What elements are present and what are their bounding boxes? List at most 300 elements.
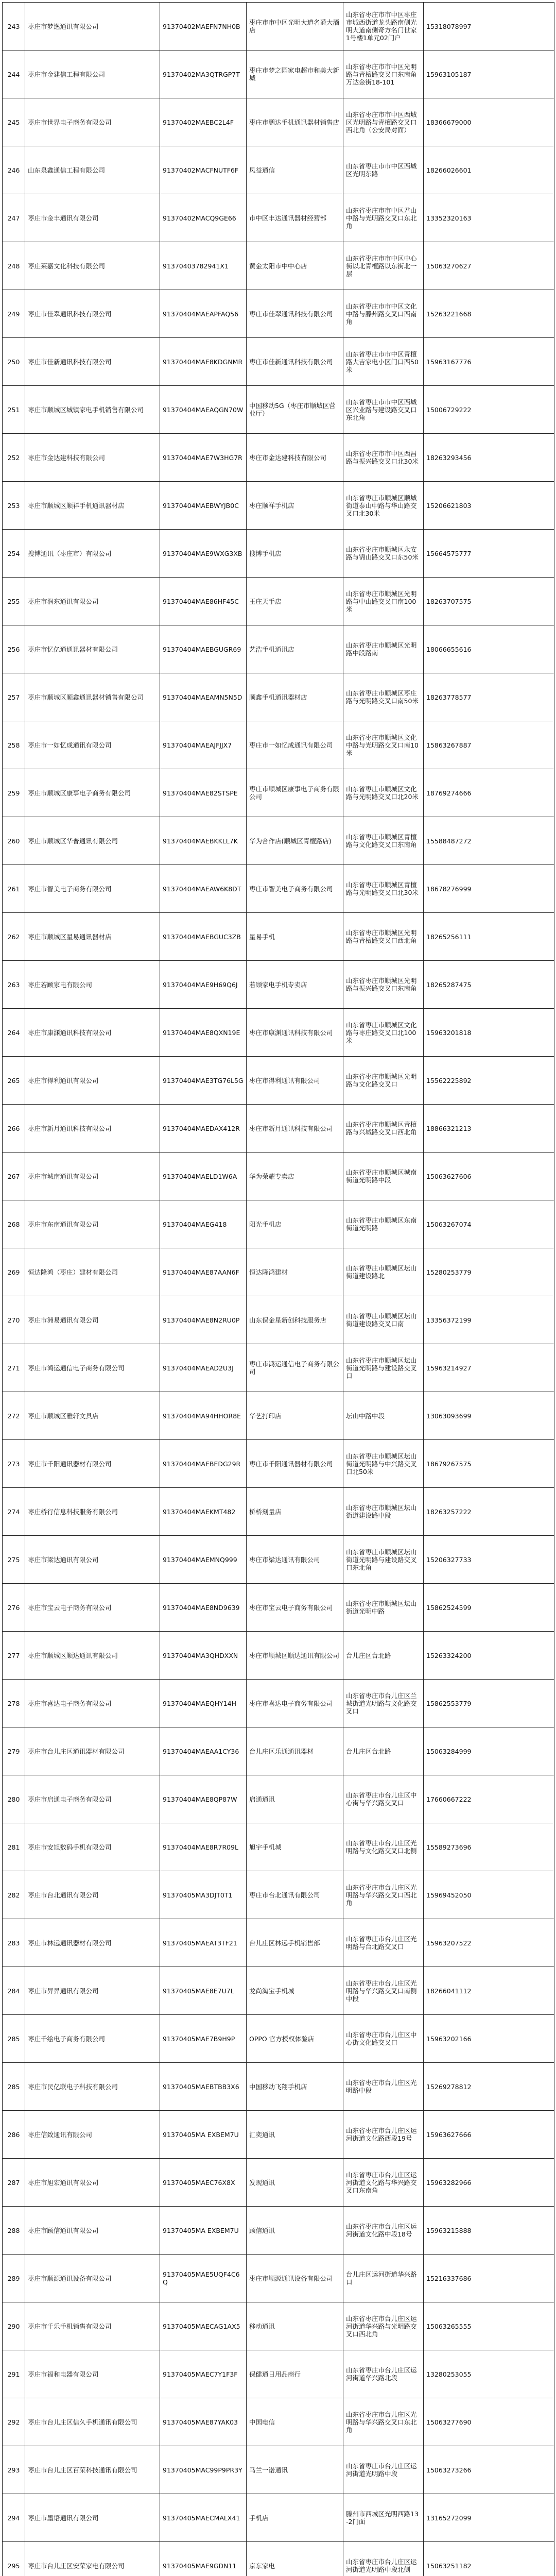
credit-code: 91370404MAEAW6K8DT — [160, 865, 247, 913]
store-address: 山东省枣庄市顺城区光明路与振兴路交叉口东南角 — [343, 961, 424, 1009]
store-address: 山东省枣庄市台儿庄区运河街道文化路中段18号 — [343, 2207, 424, 2255]
row-number: 291 — [3, 2350, 25, 2398]
store-address: 山东省枣庄市台儿庄区运河街道华兴路北段 — [343, 2350, 424, 2398]
phone-number: 18678276999 — [424, 865, 554, 913]
phone-number: 18679267575 — [424, 1440, 554, 1488]
phone-number: 18265256111 — [424, 913, 554, 961]
row-number: 271 — [3, 1344, 25, 1392]
phone-number: 18263707575 — [424, 578, 554, 625]
row-number: 252 — [3, 434, 25, 482]
credit-code: 91370402MACFNUTF6F — [160, 146, 247, 194]
company-name: 恒达隆鸿（枣庄）建材有限公司 — [25, 1248, 160, 1296]
table-row — [3, 2255, 554, 2302]
company-name: 搜博通讯（枣庄市）有限公司 — [25, 530, 160, 578]
phone-number: 18266041112 — [424, 1967, 554, 2015]
row-number: 292 — [3, 2398, 25, 2446]
table-row — [3, 865, 554, 913]
row-number: 258 — [3, 721, 25, 769]
store-address: 山东省枣庄市台儿庄区中心街与华兴路交叉口 — [343, 1775, 424, 1823]
row-number: 277 — [3, 1632, 25, 1680]
store-name: 若顾家电手机专卖店 — [247, 961, 343, 1009]
table-row — [3, 961, 554, 1009]
phone-number: 18263293456 — [424, 434, 554, 482]
store-name: 枣庄市一如忆成通讯有限公司 — [247, 721, 343, 769]
credit-code: 91370402MACQ9GE66 — [160, 194, 247, 242]
store-address: 山东省枣庄市台儿庄区运河街道文化路与华兴路交叉口东南角 — [343, 2159, 424, 2207]
store-name: 华为荣耀专卖店 — [247, 1153, 343, 1200]
store-name: 枣庄市佳新通讯科技有限公司 — [247, 338, 343, 386]
store-name: 台儿庄区林远手机销售部 — [247, 1919, 343, 1967]
credit-code: 91370404MAEAQGN70W — [160, 386, 247, 434]
store-address: 山东省枣庄市顺城区青檀路与文化路交叉口东南角 — [343, 817, 424, 865]
phone-number: 15862553779 — [424, 1680, 554, 1727]
store-name: 市中区丰达通讯器材经营部 — [247, 194, 343, 242]
store-address: 山东省枣庄市市中区光明路与青檀路交叉口东南角万达金街18-101 — [343, 50, 424, 98]
row-number: 272 — [3, 1392, 25, 1440]
store-address: 山东省枣庄市顺城区枣庄路与光明路交叉口南50米 — [343, 673, 424, 721]
credit-code: 91370404MAEAD2U3J — [160, 1344, 247, 1392]
row-number: 270 — [3, 1296, 25, 1344]
company-name: 枣庄市金丰通讯有限公司 — [25, 194, 160, 242]
row-number: 253 — [3, 482, 25, 530]
store-name: 枣庄市金达建科技有限公司 — [247, 434, 343, 482]
row-number: 290 — [3, 2302, 25, 2350]
table-row — [3, 1775, 554, 1823]
phone-number: 15664575777 — [424, 530, 554, 578]
store-name: 山东保金星新创科技服务店 — [247, 1296, 343, 1344]
row-number: 263 — [3, 961, 25, 1009]
row-number: 260 — [3, 817, 25, 865]
table-row — [3, 1057, 554, 1105]
row-number: 254 — [3, 530, 25, 578]
row-number: 267 — [3, 1153, 25, 1200]
phone-number: 17660667222 — [424, 1775, 554, 1823]
credit-code: 91370405MAEC76X8X — [160, 2159, 247, 2207]
company-name: 枣庄市得利通讯有限公司 — [25, 1057, 160, 1105]
company-name: 枣庄市安旭数码手机有限公司 — [25, 1823, 160, 1871]
table-row — [3, 2446, 554, 2494]
store-name: 枣庄市喜达电子商务有限公司 — [247, 1680, 343, 1727]
phone-number: 18266026601 — [424, 146, 554, 194]
credit-code: 91370404MAE87AAN6F — [160, 1248, 247, 1296]
credit-code: 91370405MAEBTBB3X6 — [160, 2063, 247, 2111]
company-name: 枣庄若顾家电有限公司 — [25, 961, 160, 1009]
store-address: 山东省枣庄市顺城区坛山街道光明路与建设路交叉口 — [343, 1344, 424, 1392]
row-number: 268 — [3, 1200, 25, 1248]
phone-number: 15963627666 — [424, 2111, 554, 2159]
store-name: 枣庄市新月通讯科技有限公司 — [247, 1105, 343, 1153]
company-name: 枣庄市旭宏通讯有限公司 — [25, 2159, 160, 2207]
credit-code: 91370404MAE8QXN19E — [160, 1009, 247, 1057]
credit-code: 91370404MAE7W3HG7R — [160, 434, 247, 482]
phone-number: 15963282966 — [424, 2159, 554, 2207]
table-row — [3, 290, 554, 338]
credit-code: 91370402MAEFN7NH0B — [160, 3, 247, 50]
company-name: 枣庄市林远通讯器材有限公司 — [25, 1919, 160, 1967]
credit-code: 91370402MA3QTRGP7T — [160, 50, 247, 98]
store-address: 山东省枣庄市台儿庄区运河街道华兴路与光明路交叉口西北角 — [343, 2302, 424, 2350]
credit-code: 91370404MAE8R7R09L — [160, 1823, 247, 1871]
store-address: 山东省枣庄市台儿庄区运河街道光明路中段北侧 — [343, 2542, 424, 2576]
credit-code: 91370404MAEQHY14H — [160, 1680, 247, 1727]
phone-number: 15863267887 — [424, 721, 554, 769]
table-row — [3, 1488, 554, 1536]
store-address: 山东省枣庄市顺城区永安路与锦山路交叉口东50米 — [343, 530, 424, 578]
table-row — [3, 625, 554, 673]
credit-code: 91370402MAEBC2L4F — [160, 98, 247, 146]
row-number: 286 — [3, 2111, 25, 2159]
row-number: 250 — [3, 338, 25, 386]
row-number: 255 — [3, 578, 25, 625]
table-row — [3, 2398, 554, 2446]
company-name: 枣庄市佳翠通讯科技有限公司 — [25, 290, 160, 338]
store-name: 枣庄市宝云电子商务有限公司 — [247, 1584, 343, 1632]
company-name: 枣庄市智美电子商务有限公司 — [25, 865, 160, 913]
row-number: 251 — [3, 386, 25, 434]
store-address: 山东省枣庄市顺城区青檀路与兴城路交叉口西北角 — [343, 1105, 424, 1153]
store-address: 山东省枣庄市市中区西昌路与振兴路交叉口北30米 — [343, 434, 424, 482]
row-number: 264 — [3, 1009, 25, 1057]
phone-number: 15206621803 — [424, 482, 554, 530]
store-address: 山东省枣庄市市中区西城区光明东路 — [343, 146, 424, 194]
company-name: 枣庄市民亿联电子科技有限公司 — [25, 2063, 160, 2111]
company-name: 枣庄市世界电子商务有限公司 — [25, 98, 160, 146]
credit-code: 91370404MAE9WXG3XB — [160, 530, 247, 578]
table-row — [3, 386, 554, 434]
row-number: 274 — [3, 1488, 25, 1536]
store-address: 山东省枣庄市顺城区坛山街道建设路北 — [343, 1248, 424, 1296]
store-name: 手机店 — [247, 2494, 343, 2542]
phone-number: 15963207522 — [424, 1919, 554, 1967]
store-address: 山东省枣庄市台儿庄区光明路中段 — [343, 2063, 424, 2111]
company-name: 枣庄市顺城区顺祥手机通讯器材店 — [25, 482, 160, 530]
store-name: 枣庄市千阳通讯器材有限公司 — [247, 1440, 343, 1488]
store-name: 旭宇手机城 — [247, 1823, 343, 1871]
store-name: 顾信通讯 — [247, 2207, 343, 2255]
table-row — [3, 1440, 554, 1488]
row-number: 276 — [3, 1584, 25, 1632]
credit-code: 91370404MAE8N2RU0P — [160, 1296, 247, 1344]
store-address: 山东省枣庄市顺城区光明路与文化路交叉口 — [343, 1057, 424, 1105]
store-name: 枣庄市鹏达手机通讯器材销售店 — [247, 98, 343, 146]
table-row — [3, 482, 554, 530]
credit-code: 91370404MAEAA1CY36 — [160, 1727, 247, 1775]
store-address: 滕州市西城区光明西路13-2门面 — [343, 2494, 424, 2542]
credit-code: 91370404MAEAMN5N5D — [160, 673, 247, 721]
phone-number: 15963201818 — [424, 1009, 554, 1057]
phone-number: 15963214927 — [424, 1344, 554, 1392]
company-name: 枣庄市顺城区雅轩文具店 — [25, 1392, 160, 1440]
credit-code: 91370405MAECAG1AX5 — [160, 2302, 247, 2350]
phone-number: 15216337686 — [424, 2255, 554, 2302]
store-name: 台儿庄区乐通通讯器材 — [247, 1727, 343, 1775]
store-name: 保健通日用品商行 — [247, 2350, 343, 2398]
phone-number: 15269278812 — [424, 2063, 554, 2111]
company-name: 枣庄市金建信工程有限公司 — [25, 50, 160, 98]
store-address: 山东省枣庄市顺城区坛山街道建设路交叉口南 — [343, 1296, 424, 1344]
phone-number: 15589273696 — [424, 1823, 554, 1871]
store-name: 枣庄市智美电子商务有限公司 — [247, 865, 343, 913]
company-name: 枣庄市喜达电子商务有限公司 — [25, 1680, 160, 1727]
row-number: 285 — [3, 2063, 25, 2111]
store-name: 枣庄市市中区光明大道名爵大酒店 — [247, 3, 343, 50]
store-address: 山东省枣庄市台儿庄区运河街道文化路西段19号 — [343, 2111, 424, 2159]
table-row — [3, 2542, 554, 2576]
credit-code: 91370404MAE3TG76L5G — [160, 1057, 247, 1105]
store-name: 枣庄市鸿运通信电子商务有限公司 — [247, 1344, 343, 1392]
table-row — [3, 530, 554, 578]
company-name: 枣庄市宝云电子商务有限公司 — [25, 1584, 160, 1632]
company-name: 枣庄市台儿庄区百荣科技通讯有限公司 — [25, 2446, 160, 2494]
row-number: 284 — [3, 1967, 25, 2015]
row-number: 273 — [3, 1440, 25, 1488]
company-name: 枣庄市佳新通讯科技有限公司 — [25, 338, 160, 386]
credit-code: 91370404MAEBWYJB0C — [160, 482, 247, 530]
store-address: 山东省枣庄市台儿庄区光明路与华兴路交叉口东北角 — [343, 2398, 424, 2446]
table-row — [3, 578, 554, 625]
table-row — [3, 1536, 554, 1584]
table-row — [3, 913, 554, 961]
company-name: 枣庄桥行信息科技服务有限公司 — [25, 1488, 160, 1536]
credit-code: 91370404MAEBEDG29R — [160, 1440, 247, 1488]
store-name: 马兰一诺通讯 — [247, 2446, 343, 2494]
table-row — [3, 2350, 554, 2398]
store-address: 山东省枣庄市顺城区坛山街道光明路与中兴路交叉口北50米 — [343, 1440, 424, 1488]
credit-code: 91370404MAE86HF45C — [160, 578, 247, 625]
row-number: 269 — [3, 1248, 25, 1296]
store-name: 龙尚淘宝手机城 — [247, 1967, 343, 2015]
credit-code: 91370405MA EXBEM7U — [160, 2111, 247, 2159]
credit-code: 91370404MAE8QP87W — [160, 1775, 247, 1823]
phone-number: 15963215888 — [424, 2207, 554, 2255]
table-row — [3, 242, 554, 290]
store-address: 山东省枣庄市顺城区东南街道光明路 — [343, 1200, 424, 1248]
row-number: 285 — [3, 2015, 25, 2063]
company-name: 枣庄市千乐手机销售有限公司 — [25, 2302, 160, 2350]
table-row — [3, 2015, 554, 2063]
table-row — [3, 1871, 554, 1919]
table-row — [3, 1584, 554, 1632]
company-name: 枣庄市一如忆成通讯有限公司 — [25, 721, 160, 769]
store-name: 枣庄市台北通讯有限公司 — [247, 1871, 343, 1919]
store-address: 山东省枣庄市市中区君山中路与光明路交叉口东北角 — [343, 194, 424, 242]
store-address: 山东省枣庄市台儿庄区光明路与文化路交叉口北侧 — [343, 1823, 424, 1871]
row-number: 261 — [3, 865, 25, 913]
table-row — [3, 2159, 554, 2207]
table-row — [3, 1105, 554, 1153]
table-row — [3, 1632, 554, 1680]
store-address: 山东省枣庄市顺城区顺城街道泰山中路与华山路交叉口北30米 — [343, 482, 424, 530]
company-name: 枣庄市城南通讯有限公司 — [25, 1153, 160, 1200]
table-row — [3, 2207, 554, 2255]
credit-code: 91370403782941X1 — [160, 242, 247, 290]
store-address: 山东省枣庄市顺城区坛山街道建设路中段 — [343, 1488, 424, 1536]
phone-number: 18263778577 — [424, 673, 554, 721]
company-name: 枣庄千绘电子商务有限公司 — [25, 2015, 160, 2063]
phone-number: 15963202166 — [424, 2015, 554, 2063]
company-name: 山东泉鑫通信工程有限公司 — [25, 146, 160, 194]
store-name: 枣庄顺祥手机店 — [247, 482, 343, 530]
store-name: 枣庄市梁达通讯有限公司 — [247, 1536, 343, 1584]
store-name: 中国电信 — [247, 2398, 343, 2446]
store-name: 汇奕通讯 — [247, 2111, 343, 2159]
company-name: 枣庄市金达建科技有限公司 — [25, 434, 160, 482]
phone-number: 15280253779 — [424, 1248, 554, 1296]
store-name: 王庄天手店 — [247, 578, 343, 625]
store-name: 中国移动5G（枣庄市顺城区营业厅） — [247, 386, 343, 434]
store-name: 移动通讯 — [247, 2302, 343, 2350]
table-row — [3, 1919, 554, 1967]
phone-number: 18263257222 — [424, 1488, 554, 1536]
company-name: 枣庄市昇昇通讯有限公司 — [25, 1967, 160, 2015]
credit-code: 91370405MAE87YAK03 — [160, 2398, 247, 2446]
store-name: 阳光手机店 — [247, 1200, 343, 1248]
store-name: 黄金太阳市中中心店 — [247, 242, 343, 290]
store-address: 山东省枣庄市台儿庄区兰城街道光明路与文化路交叉口 — [343, 1680, 424, 1727]
store-address: 山东省枣庄市顺城区光明路中段路南 — [343, 625, 424, 673]
store-address: 山东省枣庄市市中区中心街以北青檀路以东街北一层 — [343, 242, 424, 290]
credit-code: 91370405MAE7B9H9P — [160, 2015, 247, 2063]
store-address: 台儿庄区运河街道华兴路口 — [343, 2255, 424, 2302]
phone-number: 15588487272 — [424, 817, 554, 865]
table-row — [3, 769, 554, 817]
store-name: 顺鑫手机通讯器材店 — [247, 673, 343, 721]
table-row — [3, 817, 554, 865]
store-address: 山东省枣庄市顺城区光明路与青檀路交叉口西北角 — [343, 913, 424, 961]
store-address: 山东省枣庄市台儿庄区运河街道光明路中段 — [343, 2446, 424, 2494]
store-address: 山东省枣庄市市中区青檀路大吉家电小区门口西50米 — [343, 338, 424, 386]
credit-code: 91370405MAE8E7U7L — [160, 1967, 247, 2015]
store-address: 台儿庄区台北路 — [343, 1632, 424, 1680]
phone-number: 15063627606 — [424, 1153, 554, 1200]
store-address: 山东省枣庄市市中区西城区光明路与青檀路交叉口西北角（公安局对面） — [343, 98, 424, 146]
phone-number: 15063284999 — [424, 1727, 554, 1775]
store-name: 枣庄市佳翠通讯科技有限公司 — [247, 290, 343, 338]
phone-number: 15318078997 — [424, 3, 554, 50]
credit-code: 91370404MAEG418 — [160, 1200, 247, 1248]
credit-code: 91370404MAE8KDGNMR — [160, 338, 247, 386]
phone-number: 18066655616 — [424, 625, 554, 673]
table-row — [3, 50, 554, 98]
row-number: 282 — [3, 1871, 25, 1919]
phone-number: 15862524599 — [424, 1584, 554, 1632]
store-address: 山东省枣庄市顺城区青檀路与光明路交叉口北30米 — [343, 865, 424, 913]
store-name: 桥桥刻量店 — [247, 1488, 343, 1536]
company-name: 枣庄市台儿庄区信久手机通讯有限公司 — [25, 2398, 160, 2446]
store-name: 恒达隆鸿建材 — [247, 1248, 343, 1296]
credit-code: 91370404MA3QHDXXN — [160, 1632, 247, 1680]
credit-code: 91370405MA EXBEM7U — [160, 2207, 247, 2255]
row-number: 283 — [3, 1919, 25, 1967]
company-name: 枣庄市启通电子商务有限公司 — [25, 1775, 160, 1823]
store-address: 山东省枣庄市顺城区文化路与光明路交叉口北20米 — [343, 769, 424, 817]
store-address: 山东省枣庄市顺城区文化路与枣庄路交叉口北100米 — [343, 1009, 424, 1057]
store-name: 华为合作店(顺城区青檀路店) — [247, 817, 343, 865]
store-name: 枣庄市顺城区康事电子商务有限公司 — [247, 769, 343, 817]
row-number: 246 — [3, 146, 25, 194]
store-name: 枣庄市顺城区顺达通讯有限公司 — [247, 1632, 343, 1680]
phone-number: 13063093699 — [424, 1392, 554, 1440]
store-name: 京东家电 — [247, 2542, 343, 2576]
store-name: 华艺打印店 — [247, 1392, 343, 1440]
store-name: 星易手机 — [247, 913, 343, 961]
table-row — [3, 2302, 554, 2350]
table-row — [3, 721, 554, 769]
credit-code: 91370404MAEDAX412R — [160, 1105, 247, 1153]
store-address: 山东省枣庄市市中区枣庄市城西街道龙头路南侧光明大道南侧奇方名门世家1号楼1单元02门户 — [343, 3, 424, 50]
phone-number: 15263324200 — [424, 1632, 554, 1680]
company-name: 枣庄市梦逸通讯有限公司 — [25, 3, 160, 50]
phone-number: 15263221668 — [424, 290, 554, 338]
table-row — [3, 673, 554, 721]
phone-number: 15063277690 — [424, 2398, 554, 2446]
table-row — [3, 338, 554, 386]
store-address: 山东省枣庄市顺城区坛山街道光明中路 — [343, 1584, 424, 1632]
company-name: 枣庄市顺城区康事电子商务有限公司 — [25, 769, 160, 817]
row-number: 293 — [3, 2446, 25, 2494]
registry-table — [2, 2, 554, 2576]
credit-code: 91370405MAE9GDN11 — [160, 2542, 247, 2576]
company-name: 枣庄市润东通讯有限公司 — [25, 578, 160, 625]
company-name: 枣庄市顺城区顺鑫通讯器材销售有限公司 — [25, 673, 160, 721]
row-number: 288 — [3, 2207, 25, 2255]
row-number: 265 — [3, 1057, 25, 1105]
company-name: 枣庄市洲易通讯有限公司 — [25, 1296, 160, 1344]
row-number: 257 — [3, 673, 25, 721]
phone-number: 18366679000 — [424, 98, 554, 146]
table-row — [3, 1680, 554, 1727]
row-number: 244 — [3, 50, 25, 98]
company-name: 枣庄市顺城区城镇家电手机销售有限公司 — [25, 386, 160, 434]
credit-code: 91370404MAE8ND9639 — [160, 1584, 247, 1632]
row-number: 294 — [3, 2494, 25, 2542]
row-number: 259 — [3, 769, 25, 817]
company-name: 枣庄市鸿运通信电子商务有限公司 — [25, 1344, 160, 1392]
table-row — [3, 1392, 554, 1440]
store-address: 山东省枣庄市台儿庄区光明路与华兴路交叉口南侧中段 — [343, 1967, 424, 2015]
row-number: 249 — [3, 290, 25, 338]
store-name: 枣庄市得利通讯有限公司 — [247, 1057, 343, 1105]
credit-code: 91370405MA3DJT0T1 — [160, 1871, 247, 1919]
store-address: 山东省枣庄市市中区西城区兴业路与建设路交叉口东北角 — [343, 386, 424, 434]
row-number: 266 — [3, 1105, 25, 1153]
row-number: 287 — [3, 2159, 25, 2207]
table-row — [3, 98, 554, 146]
table-row — [3, 194, 554, 242]
phone-number: 15969452050 — [424, 1871, 554, 1919]
phone-number: 15063273266 — [424, 2446, 554, 2494]
phone-number: 15063265555 — [424, 2302, 554, 2350]
phone-number: 18265287475 — [424, 961, 554, 1009]
phone-number: 15963105187 — [424, 50, 554, 98]
registry-table-body — [3, 3, 554, 2576]
company-name: 枣庄市台儿庄区安荣家电有限公司 — [25, 2542, 160, 2576]
company-name: 枣庄市千阳通讯器材有限公司 — [25, 1440, 160, 1488]
table-row — [3, 1153, 554, 1200]
credit-code: 91370404MAEMNQ999 — [160, 1536, 247, 1584]
company-name: 枣庄市忆亿通通讯器材有限公司 — [25, 625, 160, 673]
company-name: 枣庄莱嘉文化科技有限公司 — [25, 242, 160, 290]
company-name: 枣庄市康渊通讯科技有限公司 — [25, 1009, 160, 1057]
table-row — [3, 1967, 554, 2015]
credit-code: 91370405MAEC7Y1F3F — [160, 2350, 247, 2398]
company-name: 枣庄市东南通讯有限公司 — [25, 1200, 160, 1248]
credit-code: 91370404MAEBGUC3ZB — [160, 913, 247, 961]
company-name: 枣庄市新月通讯科技有限公司 — [25, 1105, 160, 1153]
table-row — [3, 146, 554, 194]
phone-number: 15963167776 — [424, 338, 554, 386]
company-name: 枣庄市台儿庄区通讯器材有限公司 — [25, 1727, 160, 1775]
